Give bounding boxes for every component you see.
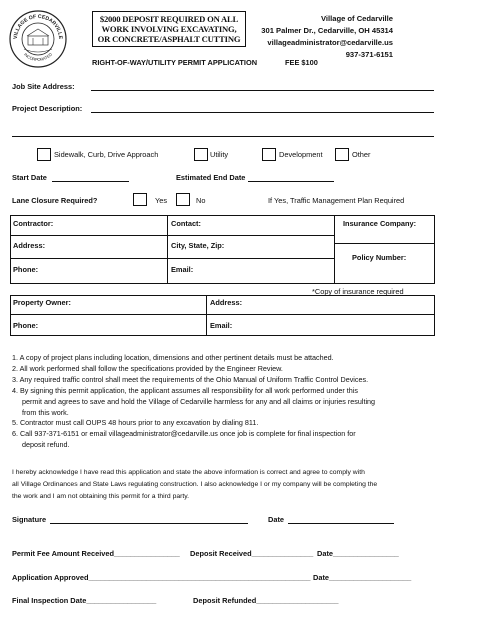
note-4-cont-1: permit and agrees to save and hold the Village of Cedarville harmless for any and all claims or injuries resulting: [22, 396, 376, 406]
development-label: Development: [279, 150, 323, 159]
permit-notes: [12, 353, 472, 451]
ack-line-1: I hereby acknowledge I have read this application and state the above information is correct and agree to comply with: [12, 469, 365, 476]
deposit-received-field[interactable]: Deposit Received_______________: [190, 549, 314, 558]
form-title: RIGHT-OF-WAY/UTILITY PERMIT APPLICATION: [92, 58, 258, 67]
signature-date-label: Date: [268, 515, 285, 524]
note-4: 4. By signing this permit application, the applicant assumes all responsibility for all work performed under this: [12, 385, 358, 395]
ack-line-3: the work and I am not obtaining this permit for a third party.: [12, 493, 190, 501]
seal-top-text: VILLAGE OF CEDARVILLE: [12, 13, 64, 40]
description-input-2[interactable]: [12, 136, 434, 137]
insurance-label: Insurance Company:: [343, 219, 417, 228]
signature-date-input[interactable]: [288, 523, 394, 524]
insurance-footnote: *Copy of insurance required: [312, 287, 404, 296]
village-name: Village of Cedarville: [320, 14, 393, 23]
owner-phone-cell[interactable]: [10, 314, 207, 336]
owner-email-label: Email:: [210, 321, 233, 330]
village-phone: 937-371-6151: [345, 50, 393, 59]
note-5: 5. Contractor must call OUPS 48 hours prior to any excavation by dialing 811.: [12, 418, 259, 428]
note-6-cont: deposit refund.: [22, 440, 70, 450]
lane-note: If Yes, Traffic Management Plan Required: [268, 196, 405, 205]
received-date-field[interactable]: Date________________: [317, 549, 399, 558]
deposit-notice: [92, 11, 246, 47]
owner-label: Property Owner:: [13, 298, 71, 307]
start-date-input[interactable]: [52, 181, 129, 182]
contact-label: Contact:: [171, 219, 201, 228]
note-3: 3. Any required traffic control shall meet the requirements of the Ohio Manual of Uniform Traffic Control Devices.: [12, 374, 369, 384]
development-checkbox[interactable]: [262, 148, 276, 161]
application-approved-field[interactable]: Application Approved______________________________________________________: [12, 573, 311, 582]
description-input-1[interactable]: [91, 112, 434, 113]
sidewalk-label: Sidewalk, Curb, Drive Approach: [54, 150, 159, 159]
utility-label: Utility: [210, 150, 229, 159]
note-2: 2. All work performed shall follow the specifications provided by the Engineer Review.: [12, 363, 283, 373]
note-6: 6. Call 937-371-6151 or email villageadministrator@cedarville.us once job is complete for final inspection for: [12, 429, 356, 439]
notice-line-3: OR CONCRETE/ASPHALT CUTTING: [97, 34, 241, 44]
owner-address-label: Address:: [210, 298, 243, 307]
approved-date-field[interactable]: Date____________________: [313, 573, 412, 582]
other-checkbox[interactable]: [335, 148, 349, 161]
start-date-label: Start Date: [12, 173, 47, 182]
job-site-label: Job Site Address:: [12, 82, 75, 91]
city-state-zip-label: City, State, Zip:: [171, 241, 225, 250]
contractor-email-label: Email:: [171, 265, 194, 274]
acknowledgement: [12, 467, 472, 503]
notice-line-1: $2000 DEPOSIT REQUIRED ON ALL: [99, 14, 239, 24]
contractor-phone-label: Phone:: [13, 265, 39, 274]
owner-phone-label: Phone:: [13, 321, 39, 330]
owner-email-cell[interactable]: [206, 314, 435, 336]
utility-checkbox[interactable]: [194, 148, 208, 161]
other-label: Other: [352, 150, 371, 159]
end-date-label: Estimated End Date: [176, 173, 246, 182]
lane-closure-label: Lane Closure Required?: [12, 196, 98, 205]
village-address: [261, 13, 393, 61]
fee-label: FEE $100: [285, 58, 318, 67]
ack-line-2: all Village Ordinances and State Laws regulating construction. I also acknowledge I or my company will be completing the: [12, 481, 378, 489]
description-label: Project Description:: [12, 104, 83, 113]
contractor-address-label: Address:: [13, 241, 46, 250]
fee-received-field[interactable]: Permit Fee Amount Received________________: [12, 549, 180, 558]
policy-label: Policy Number:: [352, 253, 407, 262]
note-1: 1. A copy of project plans including location, dimensions and other pertinent details must be attached.: [12, 353, 334, 362]
sidewalk-checkbox[interactable]: [37, 148, 51, 161]
lane-no-checkbox[interactable]: [176, 193, 190, 206]
village-street: 301 Palmer Dr., Cedarville, OH 45314: [261, 26, 393, 35]
final-inspection-field[interactable]: Final Inspection Date_________________: [12, 596, 157, 605]
deposit-refunded-field[interactable]: Deposit Refunded____________________: [193, 596, 339, 605]
village-email: villageadministrator@cedarville.us: [267, 38, 393, 47]
signature-label: Signature: [12, 515, 47, 524]
job-site-input[interactable]: [91, 90, 434, 91]
note-4-cont-2: from this work.: [22, 407, 69, 417]
village-seal: [8, 9, 68, 69]
notice-line-2: WORK INVOLVING EXCAVATING,: [101, 24, 237, 34]
seal-bottom-text: INCORPORATED: [23, 51, 53, 63]
signature-input[interactable]: [50, 523, 248, 524]
lane-yes-checkbox[interactable]: [133, 193, 147, 206]
lane-yes-label: Yes: [155, 196, 168, 205]
svg-text:INCORPORATED: [23, 52, 53, 62]
insurance-divider: [334, 243, 435, 244]
contractor-label: Contractor:: [13, 219, 54, 228]
lane-no-label: No: [196, 196, 206, 205]
end-date-input[interactable]: [248, 181, 334, 182]
